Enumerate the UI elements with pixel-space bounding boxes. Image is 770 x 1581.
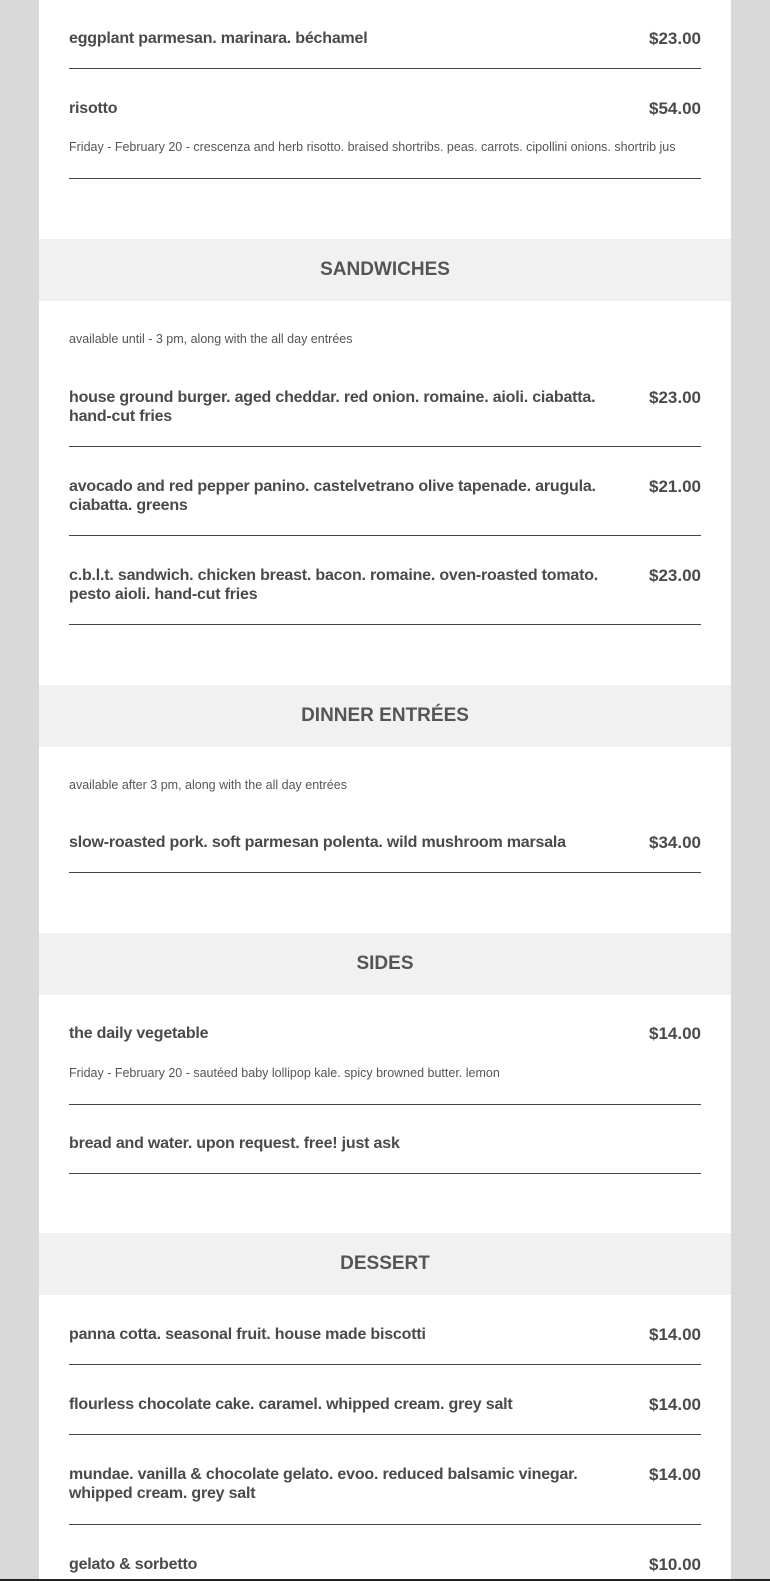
menu-item bbox=[69, 995, 701, 1105]
item-description: Friday - February 20 - crescenza and herb risotto. braised shortribs. peas. carrots. cipollini onions. shortrib jus bbox=[69, 140, 676, 154]
item-price: $54.00 bbox=[649, 99, 701, 118]
item-price: $14.00 bbox=[649, 1465, 701, 1484]
item-price: $14.00 bbox=[649, 1325, 701, 1344]
item-price: $34.00 bbox=[649, 833, 701, 852]
item-name: risotto bbox=[69, 100, 118, 117]
item-name: gelato & sorbetto bbox=[69, 1556, 198, 1573]
menu-item bbox=[69, 1525, 701, 1581]
item-price: $23.00 bbox=[649, 566, 701, 585]
section-header-sandwiches: SANDWICHES bbox=[39, 239, 731, 301]
item-name: c.b.l.t. sandwich. chicken breast. bacon. romaine. oven-roasted tomato. pesto aioli. hand-cut fries bbox=[69, 567, 599, 603]
item-price: $14.00 bbox=[649, 1395, 701, 1414]
menu-item bbox=[69, 1365, 701, 1435]
menu-item bbox=[69, 812, 701, 873]
menu-item bbox=[69, 0, 701, 69]
item-description: Friday - February 20 - sautéed baby lollipop kale. spicy browned butter. lemon bbox=[69, 1066, 500, 1080]
menu-item bbox=[69, 447, 701, 536]
section-header-dessert: DESSERT bbox=[39, 1233, 731, 1295]
item-name: house ground burger. aged cheddar. red onion. romaine. aioli. ciabatta. hand-cut fries bbox=[69, 389, 596, 425]
menu-item bbox=[69, 69, 701, 179]
menu-page bbox=[39, 0, 731, 1581]
item-name: eggplant parmesan. marinara. béchamel bbox=[69, 30, 368, 47]
item-price: $23.00 bbox=[649, 29, 701, 48]
section-note: available until - 3 pm, along with the all day entrées bbox=[69, 332, 353, 346]
item-name: slow-roasted pork. soft parmesan polenta. wild mushroom marsala bbox=[69, 834, 566, 851]
menu-item bbox=[69, 1435, 701, 1525]
item-price: $14.00 bbox=[649, 1024, 701, 1043]
section-header-sides: SIDES bbox=[39, 933, 731, 995]
item-name: mundae. vanilla & chocolate gelato. evoo. reduced balsamic vinegar. whipped cream. grey salt bbox=[69, 1466, 578, 1502]
section-header-dinner: DINNER ENTRÉES bbox=[39, 685, 731, 747]
item-price: $10.00 bbox=[649, 1555, 701, 1574]
item-name: panna cotta. seasonal fruit. house made biscotti bbox=[69, 1326, 426, 1343]
item-price: $23.00 bbox=[649, 388, 701, 407]
item-name: the daily vegetable bbox=[69, 1025, 209, 1042]
menu-item bbox=[69, 536, 701, 625]
menu-item bbox=[69, 1105, 701, 1174]
item-name: avocado and red pepper panino. castelvetrano olive tapenade. arugula. ciabatta. greens bbox=[69, 478, 596, 514]
item-name: flourless chocolate cake. caramel. whipped cream. grey salt bbox=[69, 1396, 513, 1413]
menu-item bbox=[69, 1295, 701, 1365]
section-note: available after 3 pm, along with the all day entrées bbox=[69, 778, 347, 792]
item-price: $21.00 bbox=[649, 477, 701, 496]
item-name: bread and water. upon request. free! just ask bbox=[69, 1135, 400, 1152]
menu-item bbox=[69, 370, 701, 447]
